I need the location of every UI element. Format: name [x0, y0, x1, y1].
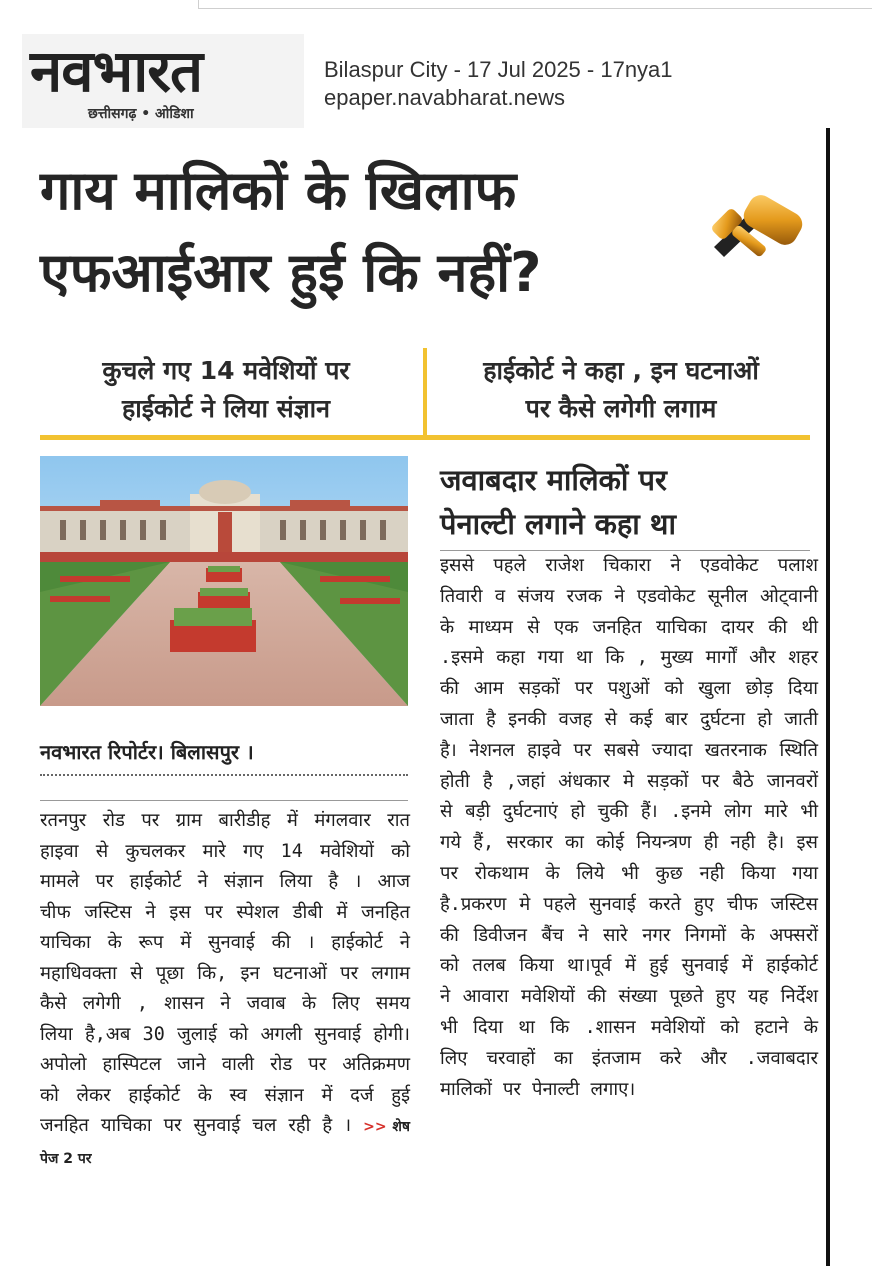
edition-line: Bilaspur City - 17 Jul 2025 - 17nya1 — [324, 57, 673, 82]
main-headline — [40, 150, 740, 314]
subheadline-left-line-2: हाईकोर्ट ने लिया संज्ञान — [122, 394, 330, 423]
right-article-heading — [440, 458, 820, 546]
masthead-logo: नवभारत — [30, 37, 203, 105]
epaper-site: epaper.navabharat.news — [324, 85, 565, 110]
top-border-tick — [198, 0, 199, 9]
subheadline-divider — [423, 348, 427, 436]
right-heading-line-2: पेनाल्टी लगाने कहा था — [440, 507, 676, 541]
high-court-photo — [40, 456, 408, 706]
left-article-text: रतनपुर रोड पर ग्राम बारीडीह में मंगलवार रात हाइवा से कुचलकर मारे गए 14 मवेशियों को मामले पर हाईकोर्ट ने संज्ञान लिया है । आज चीफ जस्टिस ने इस पर स्पेशल डीबी में जनहित याचिका के रूप में सुनवाई की । हाईकोर्ट ने महाधिवक्ता से पूछा कि, इन घटनाओं पर लगाम कैसे लगेगी , शासन ने जवाब के लिए समय लिया है,अब 30 जुलाई को अगली सुनवाई होगी। अपोलो हास्पिटल जाने वाली रोड पर अतिक्रमण को लेकर हाईकोर्ट के स्व संज्ञान में दर्ज हुई जनहित याचिका पर सुनवाई चल रही है । — [40, 810, 410, 1136]
left-article-body — [40, 806, 410, 1174]
reporter-byline: नवभारत रिपोर्टर। बिलासपुर । — [40, 740, 254, 764]
headline-line-2: एफआईआर हुई कि नहीं? — [40, 241, 542, 304]
subheadline-right — [440, 352, 802, 428]
gavel-icon — [700, 185, 810, 275]
yellow-rule — [40, 435, 810, 440]
masthead-logo-subtitle: छत्तीसगढ़ • ओडिशा — [88, 106, 194, 122]
subheadline-right-line-1: हाईकोर्ट ने कहा , इन घटनाओं — [483, 356, 759, 385]
headline-line-1: गाय मालिकों के खिलाफ — [40, 159, 517, 222]
subheadline-left-line-1: कुचले गए 14 मवेशियों पर — [102, 356, 350, 385]
byline-dotted-rule — [40, 774, 408, 776]
edition-info — [324, 56, 673, 112]
right-column-rule — [826, 128, 830, 1266]
right-article-body: इससे पहले राजेश चिकारा ने एडवोकेट पलाश तिवारी व संजय रजक ने एडवोकेट सूनील ओट्वानी के माध्यम से एक जनहित याचिका दायर की थी .इसमे कहा गया था कि , मुख्य मार्गों और शहर की आम सड़कों पर पशुओं को खुला छोड़ दिया जाता है इनकी वजह से कई बार दुर्घटना हो जाती है। नेशनल हाइवे पर सबसे ज्यादा खतरनाक स्थिति होती है ,जहां अंधकार मे सड़कों पर बैठे जानवरों से बड़ी दुर्घटनाएं हो चुकी हैं। .इनमे लोग मारे भी गये हैं, सरकार का कोई नियन्त्रण ही नही है। इस पर रोकथाम के लिये भी कुछ नही किया गया है.प्रकरण मे पहले सुनवाई करते हुए चीफ जस्टिस की डिवीजन बैंच ने सारे नगर निगमों के अफ्सरों को तलब किया था।पूर्व में हुई सुनवाई में हाईकोर्ट ने आवारा मवेशियों की संख्या पूछते हुए यह निर्देश भी दिया था कि .शासन मवेशियों को हटाने के लिए चरवाहों का इंतजाम करे और .जवाबदार मालिकों पर पेनाल्टी लगाए। — [440, 555, 818, 1100]
continued-arrow-icon: >> — [363, 1119, 387, 1135]
byline-rule — [40, 800, 408, 801]
right-heading-line-1: जवाबदार मालिकों पर — [440, 463, 667, 497]
subheadline-right-line-2: पर कैसे लगेगी लगाम — [525, 394, 717, 423]
subheadline-left — [40, 352, 412, 428]
top-border-line — [198, 8, 872, 9]
continued-text: शेष पेज 2 पर — [40, 1119, 411, 1167]
